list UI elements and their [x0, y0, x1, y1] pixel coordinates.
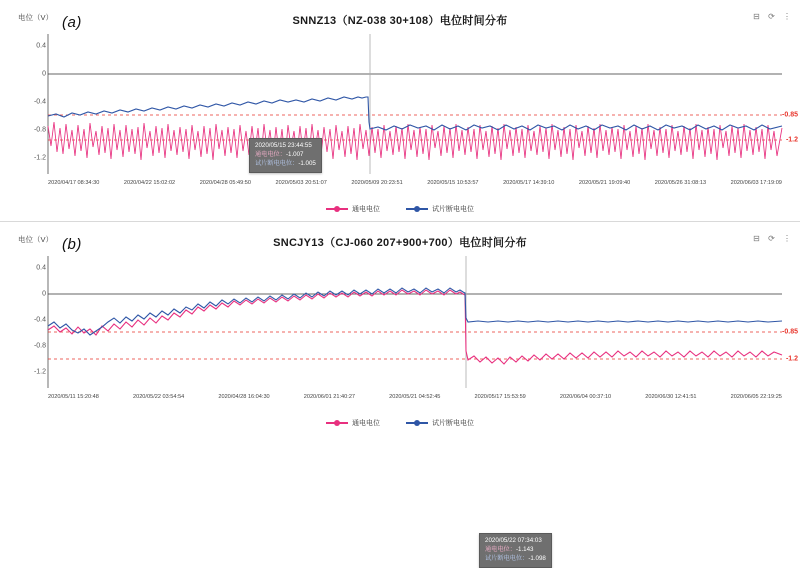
x-tick-a-6: 2020/05/17 14:39:10	[503, 180, 555, 186]
legend-swatch-pink-icon	[326, 422, 348, 424]
tooltip-a-row1-value: -1.005	[298, 159, 316, 167]
tooltip-b-row1-key: 试片断电电位：	[485, 554, 529, 562]
x-tick-a-1: 2020/04/22 15:02:02	[123, 180, 176, 186]
data-tooltip-b	[479, 533, 552, 568]
legend-item-a-1[interactable]	[406, 204, 474, 214]
legend-b	[0, 418, 800, 428]
data-tooltip-a	[249, 138, 322, 173]
tooltip-b-row1-value: -1.098	[528, 554, 546, 562]
x-tick-b-5: 2020/05/17 15:53:59	[474, 394, 526, 400]
legend-swatch-blue-icon	[406, 422, 428, 424]
tooltip-b-row0-key: 通电电位：	[485, 545, 516, 553]
x-axis-ticks-b	[48, 394, 782, 400]
tooltip-b-time: 2020/05/22 07:34:03	[485, 537, 542, 544]
y-tick-a-4: -1.2	[33, 154, 46, 162]
panel-letter-a: (a)	[62, 14, 82, 31]
chart-title-a: SNNZ13（NZ-038 30+108）电位时间分布	[292, 15, 508, 27]
y-tick-a-3: -0.8	[33, 126, 46, 134]
threshold-label-a-085: -0.85	[782, 111, 798, 119]
x-tick-b-2: 2020/04/28 16:04:30	[218, 394, 270, 400]
chart-panel-b	[0, 221, 800, 562]
y-tick-b-4: -1.2	[33, 368, 46, 376]
legend-item-b-0[interactable]	[326, 418, 380, 428]
legend-item-b-1[interactable]	[406, 418, 474, 428]
tooltip-a-row1-key: 试片断电电位：	[255, 159, 299, 167]
legend-a	[0, 204, 800, 214]
x-tick-a-9: 2020/06/03 17:19:09	[730, 180, 782, 186]
tooltip-a-row0-key: 通电电位：	[255, 150, 286, 158]
threshold-label-b-085: -0.85	[782, 328, 798, 336]
legend-label-a-0: 通电电位	[352, 206, 380, 213]
panel-toolbar-icons-b[interactable]: ⊟ ⟳ ⋮	[753, 234, 794, 243]
x-tick-a-8: 2020/05/26 31:08:13	[654, 180, 707, 186]
y-tick-b-3: -0.8	[33, 342, 46, 350]
x-tick-a-7: 2020/05/21 19:09:40	[578, 180, 631, 186]
plot-svg-a	[48, 34, 782, 174]
plot-area-a[interactable]	[48, 34, 782, 174]
legend-label-a-1: 试片断电电位	[432, 206, 474, 213]
panel-toolbar-icons-a[interactable]: ⊟ ⟳ ⋮	[753, 12, 794, 21]
y-tick-a-2: -0.4	[33, 98, 46, 106]
y-tick-a-1: 0	[42, 70, 46, 78]
x-tick-b-4: 2020/05/21 04:52:45	[389, 394, 441, 400]
x-tick-a-5: 2020/05/15 10:53:57	[427, 180, 479, 186]
x-tick-b-7: 2020/06/30 12:41:51	[645, 394, 697, 400]
threshold-label-b-12: -1.2	[785, 355, 798, 363]
tooltip-a-time: 2020/05/15 23:44:55	[255, 142, 312, 149]
legend-label-b-1: 试片断电电位	[432, 420, 474, 427]
panel-letter-b: (b)	[62, 236, 82, 253]
x-tick-a-3: 2020/05/03 20:51:07	[275, 180, 327, 186]
y-axis-label-b: 电位（V）	[18, 235, 54, 244]
x-tick-a-2: 2020/04/28 05:49:50	[199, 180, 252, 186]
y-tick-b-2: -0.4	[33, 316, 46, 324]
legend-swatch-blue-icon	[406, 208, 428, 210]
x-tick-a-4: 2020/05/09 20:23:51	[351, 180, 403, 186]
y-tick-a-0: 0.4	[36, 42, 46, 50]
x-tick-b-1: 2020/05/22 03:54:54	[132, 394, 185, 400]
tooltip-a-row0-value: -1.007	[285, 150, 304, 158]
chart-panel-a	[0, 0, 800, 221]
legend-swatch-pink-icon	[326, 208, 348, 210]
plot-svg-b	[48, 256, 782, 388]
y-axis-label-a: 电位（V）	[18, 13, 54, 22]
x-tick-b-3: 2020/06/01 21:40:27	[303, 394, 356, 400]
x-axis-ticks-a	[48, 180, 782, 186]
x-tick-a-0: 2020/04/17 08:34:30	[48, 180, 100, 186]
plot-area-b[interactable]	[48, 256, 782, 388]
x-tick-b-0: 2020/05/11 15:20:48	[48, 394, 99, 400]
tooltip-b-row0-value: -1.143	[515, 545, 534, 553]
threshold-label-a-12: -1.2	[785, 136, 798, 144]
chart-title-b: SNCJY13（CJ-060 207+900+700）电位时间分布	[273, 237, 527, 249]
x-tick-b-8: 2020/06/05 22:19:25	[730, 394, 782, 400]
x-tick-b-6: 2020/06/04 00:37:10	[559, 394, 612, 400]
legend-item-a-0[interactable]	[326, 204, 380, 214]
y-tick-b-0: 0.4	[36, 264, 46, 272]
y-tick-b-1: 0	[42, 290, 46, 298]
legend-label-b-0: 通电电位	[352, 420, 380, 427]
